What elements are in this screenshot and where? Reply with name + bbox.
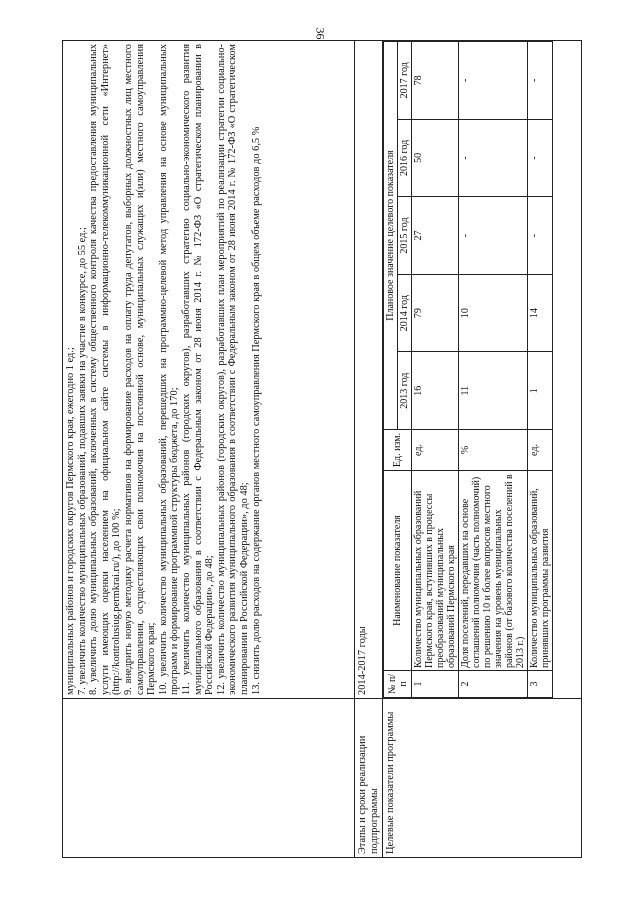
objective-line: 11. увеличить количество муниципальных районов (городских округов), разработавших стратегию социально-экономического развития муниципального образования в соответствии с Федеральным законом от 28 июня 2014 г. № 172-ФЗ «О стратегическом планировании в Российской Федерации», до 48; [180, 44, 216, 695]
row-value: 27 [412, 197, 459, 275]
table-row [412, 42, 459, 698]
indicators-label: Целевые показатели программы [383, 699, 582, 858]
objective-line: 12. увеличить количество муниципальных районов (городских округов), разработавших план мероприятий по реализации стратегии социально-экономического развития муниципального образования в соответствии с Федеральным законом от 28 июня 2014 г. № 172-ФЗ «О стратегическом планировании в Российской Федерации», до 48; [215, 44, 250, 695]
header-year: 2013 год [398, 352, 412, 430]
table-row [528, 42, 553, 698]
rotated-table-container [62, 40, 582, 858]
objective-line: муниципальных районов и городских округов Пермского края, ежегодно 1 ед.; [65, 347, 76, 695]
row-unit: % [459, 430, 528, 471]
row-name: Доля поселений, передавших на основе соглашений полномочия (часть полномочий) по решению 10 и более вопросов местного значения на уровень муниципальных районов (от базового количества поселений в 2013 г.) [459, 471, 528, 671]
stages-value: 2014-2017 годы [355, 41, 383, 699]
indicators-table [383, 41, 553, 698]
row-value: 10 [459, 274, 528, 352]
row-name: Количество муниципальных образований, принявших программы развития [528, 471, 553, 671]
row-unit: ед. [528, 430, 553, 471]
row-value: - [528, 197, 553, 275]
row-value: 16 [412, 352, 459, 430]
row-value: 78 [412, 42, 459, 120]
row-no: 1 [412, 671, 459, 698]
table-row [459, 42, 528, 698]
indicators-header-row [384, 42, 398, 698]
row-value: 79 [412, 274, 459, 352]
row-name: Количество муниципальных образований Пермского края, вступивших в процессы преобразований муниципальных образований Пермского края [412, 471, 459, 671]
passport-table [62, 40, 582, 858]
indicators-row [383, 41, 582, 858]
objective-line: 8. увеличить долю муниципальных образований, включенных в систему общественного контроля качества предоставления муниципальных услуги имеющих оценки населением на официальном сайте системы в информационно-телекоммуникационной сети «Интернет» (http://kontrolusiug.permkrai.ru/), до 100 %; [88, 44, 123, 695]
objective-line: 10. увеличить количество муниципальных образований, перешедших на программно-целевой метод управления на основе муниципальных программ и формирование программной структуры бюджета, до 170; [157, 44, 181, 695]
row-value: 14 [528, 274, 553, 352]
row-value: - [459, 42, 528, 120]
header-unit: Ед. изм. [384, 430, 412, 471]
row-value: - [528, 119, 553, 197]
objectives-text-cell [63, 41, 355, 699]
objective-line: 9. внедрить новую методику расчета нормативов на формирование расходов на оплату труда депутатов, выборных должностных лиц местного самоуправления, осуществляющих свои полномочия на постоянной основе, муниципальных служащих и(или) местного самоуправления Пермского края; [122, 44, 158, 695]
objective-line: 7. увеличить количество муниципальных образований, подавших заявки на участие в конкурсе, до 55 ед.; [76, 227, 88, 695]
objectives-text [65, 44, 262, 695]
header-year: 2016 год [398, 119, 412, 197]
row-value: 11 [459, 352, 528, 430]
header-year: 2014 год [398, 274, 412, 352]
header-year: 2015 год [398, 197, 412, 275]
header-year: 2017 год [398, 42, 412, 120]
page-number: 36 [313, 27, 328, 40]
row-value: - [459, 197, 528, 275]
header-no: № п/п [384, 671, 412, 698]
row-value: - [459, 119, 528, 197]
objectives-label-cell [63, 699, 355, 858]
header-name: Наименование показателя [384, 471, 412, 671]
row-value: 50 [412, 119, 459, 197]
objective-line: 13. снизить долю расходов на содержание органов местного самоуправления Пермского края в общем объеме расходов до 6,5 % [250, 126, 262, 695]
indicators-cell [383, 41, 582, 699]
row-value: - [528, 42, 553, 120]
header-planned: Плановое значение целевого показателя [384, 42, 398, 430]
stages-row [355, 41, 383, 858]
row-no: 2 [459, 671, 528, 698]
row-unit: ед. [412, 430, 459, 471]
row-no: 3 [528, 671, 553, 698]
stages-label: Этапы и сроки реализации подпрограммы [355, 699, 383, 858]
objectives-row [63, 41, 355, 858]
row-value: 1 [528, 352, 553, 430]
